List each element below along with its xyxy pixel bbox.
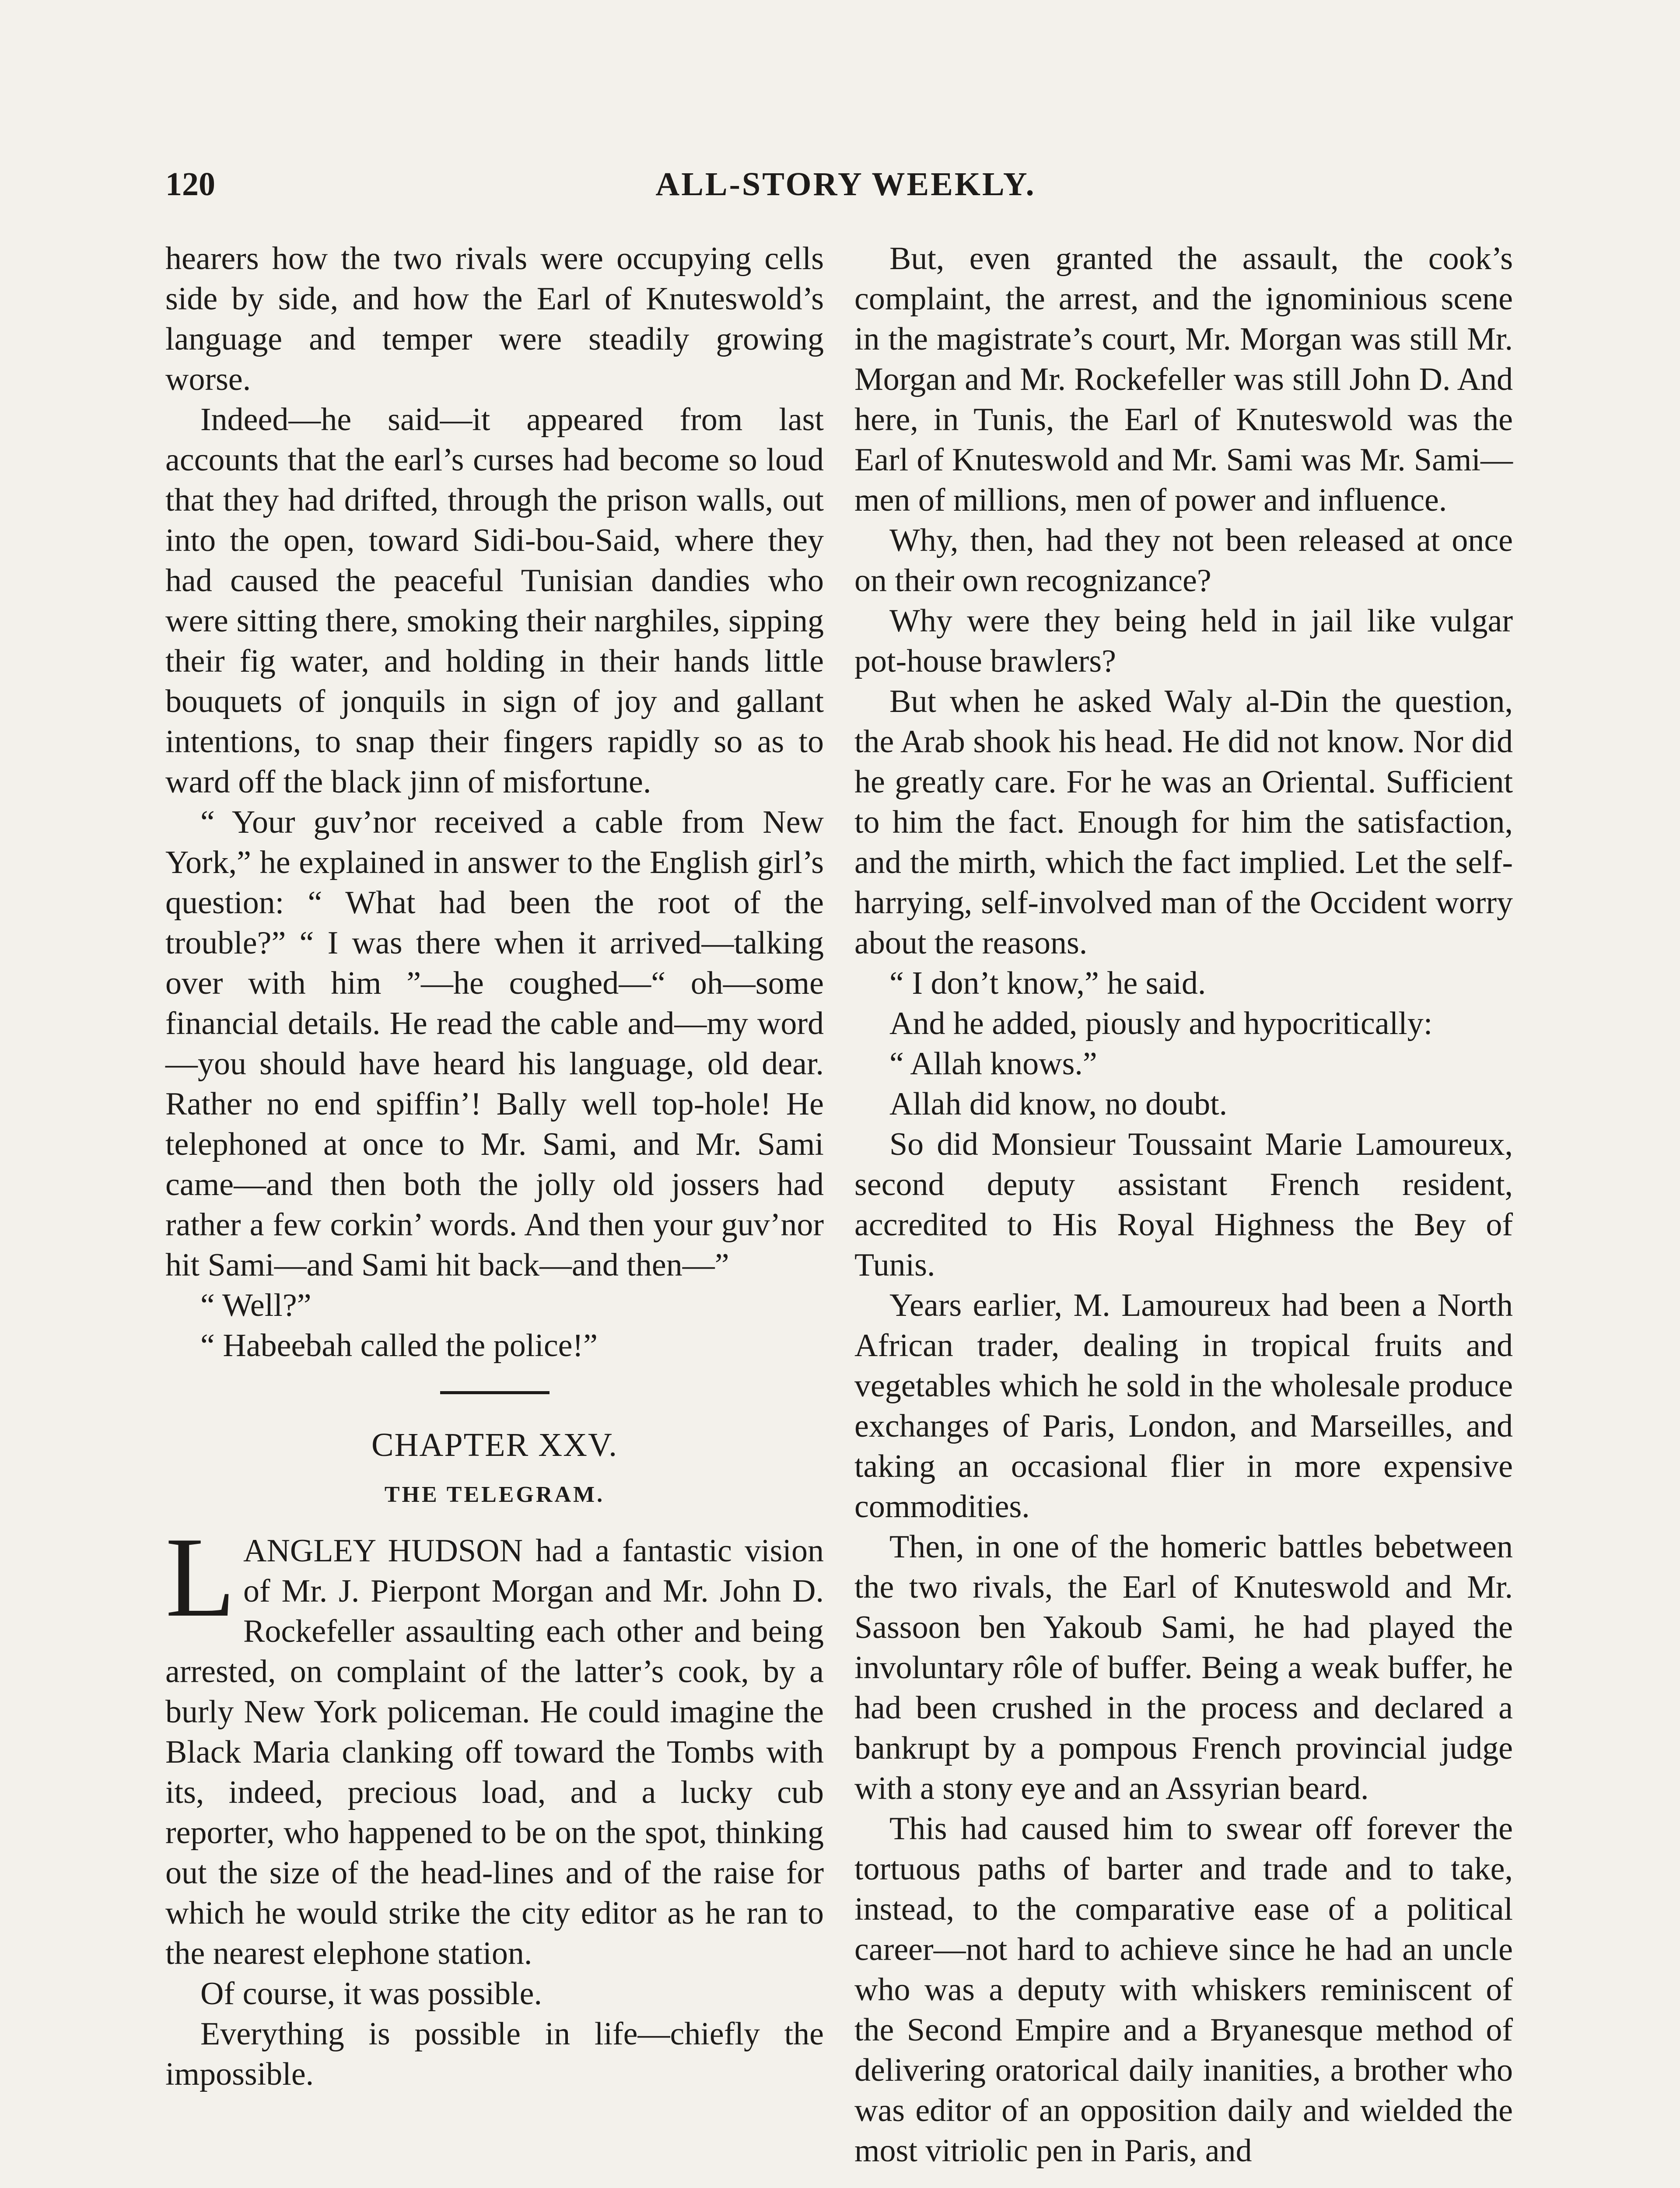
paragraph: But, even granted the assault, the cook’s complaint, the arrest, and the ignominious scene in the magistrate’s court, Mr. Morgan was still Mr. Morgan and Mr. Rockefeller was still John D. And here, in Tunis, the Earl of Knuteswold was the Earl of Knuteswold and Mr. Sami was Mr. Sami—men of millions, men of power and influence. bbox=[854, 241, 1513, 518]
chapter-subtitle: THE TELEGRAM. bbox=[384, 1482, 605, 1507]
paragraph: “ Habeebah called the police!” bbox=[200, 1328, 598, 1364]
paragraph: Allah did know, no doubt. bbox=[889, 1086, 1228, 1122]
section-divider bbox=[440, 1391, 550, 1394]
paragraph: hearers how the two rivals were occupying cells side by side, and how the Earl of Knuteswold’s language and temper were steadily growing worse. bbox=[165, 241, 824, 397]
paragraph: This had caused him to swear off forever the tortuous paths of barter and trade and to take, instead, to the comparative ease of a political career—not hard to achieve since he had an uncle who was a deputy with whiskers reminiscent of the Second Empire and a Bryanesque method of delivering oratorical daily inanities, a brother who was editor of an opposition daily and wielded the most vitriolic pen in Paris, and bbox=[854, 1811, 1513, 2169]
paragraph: Why were they being held in jail like vulgar pot-house brawlers? bbox=[854, 603, 1513, 679]
chapter-opening-paragraph bbox=[165, 1514, 824, 1974]
paragraph: But when he asked Waly al-Din the question, the Arab shook his head. He did not know. Nor did he greatly care. For he was an Oriental. Sufficient to him the fact. Enough for him the satisfaction, and the mirth, which the fact implied. Let the self-harrying, self-involved man of the Occident worry about the reasons. bbox=[854, 684, 1513, 961]
paragraph: “ I don’t know,” he said. bbox=[889, 965, 1206, 1001]
chapter-opening-text: ANGLEY HUDSON had a fantastic vision of Mr. J. Pierpont Morgan and Mr. John D. Rockefeller assaulting each other and being arrested, on complaint of the latter’s cook, by a burly New York policeman. He could imagine the Black Maria clanking off toward the Tombs with its, indeed, precious load, and a lucky cub reporter, who happened to be on the spot, thinking out the size of the head-lines and of the raise for which he would strike the city editor as he ran to the nearest elephone station. bbox=[165, 1533, 824, 1971]
paragraph: “ Well?” bbox=[200, 1287, 312, 1323]
paragraph: Why, then, had they not been released at once on their own recognizance? bbox=[854, 522, 1513, 599]
drop-cap: L bbox=[165, 1514, 236, 1641]
paragraph: Indeed—he said—it appeared from last accounts that the earl’s curses had become so loud that they had drifted, through the prison walls, out into the open, toward Sidi-bou-Said, where they had caused the peaceful Tunisian dandies who were sitting there, smoking their narghiles, sipping their fig water, and holding in their hands little bouquets of jonquils in sign of joy and gallant intentions, to snap their fingers rapidly so as to ward off the black jinn of misfortune. bbox=[165, 402, 824, 800]
page-number: 120 bbox=[165, 166, 215, 203]
chapter-title: CHAPTER XXV. bbox=[371, 1427, 618, 1463]
paragraph: And he added, piously and hypocritically: bbox=[889, 1006, 1433, 1041]
right-column bbox=[854, 238, 1513, 2171]
paragraph: So did Monsieur Toussaint Marie Lamoureux, second deputy assistant French resident, accredited to His Royal Highness the Bey of Tunis. bbox=[854, 1126, 1513, 1283]
paragraph: Years earlier, M. Lamoureux had been a North African trader, dealing in tropical fruits and vegetables which he sold in the wholesale produce exchanges of Paris, London, and Marseilles, and taking an occasional flier in more expensive commodities. bbox=[854, 1287, 1513, 1525]
paragraph: Of course, it was possible. bbox=[200, 1976, 542, 2012]
paragraph: “ Your guv’nor received a cable from New York,” he explained in answer to the English girl’s question: “ What had been the root of the trouble?” “ I was there when it arrived—talking over with him ”—he coughed—“ oh—some financial details. He read the cable and—my word—you should have heard his language, old dear. Rather no end spiffin’! Bally well top-hole! He telephoned at once to Mr. Sami, and Mr. Sami came—and then both the jolly old jossers had rather a few corkin’ words. And then your guv’nor hit Sami—and Sami hit back—and then—” bbox=[165, 804, 824, 1283]
paragraph: Then, in one of the homeric battles bebetween the two rivals, the Earl of Knuteswold and Mr. Sassoon ben Yakoub Sami, he had played the involuntary rôle of buffer. Being a weak buffer, he had been crushed in the process and declared a bankrupt by a pompous French provincial judge with a stony eye and an Assyrian beard. bbox=[854, 1529, 1513, 1806]
page-header bbox=[165, 165, 1526, 218]
left-column bbox=[165, 238, 824, 2094]
paragraph: Everything is possible in life—chiefly the impossible. bbox=[165, 2016, 824, 2092]
running-title: ALL-STORY WEEKLY. bbox=[655, 166, 1036, 203]
paragraph: “ Allah knows.” bbox=[889, 1046, 1097, 1082]
